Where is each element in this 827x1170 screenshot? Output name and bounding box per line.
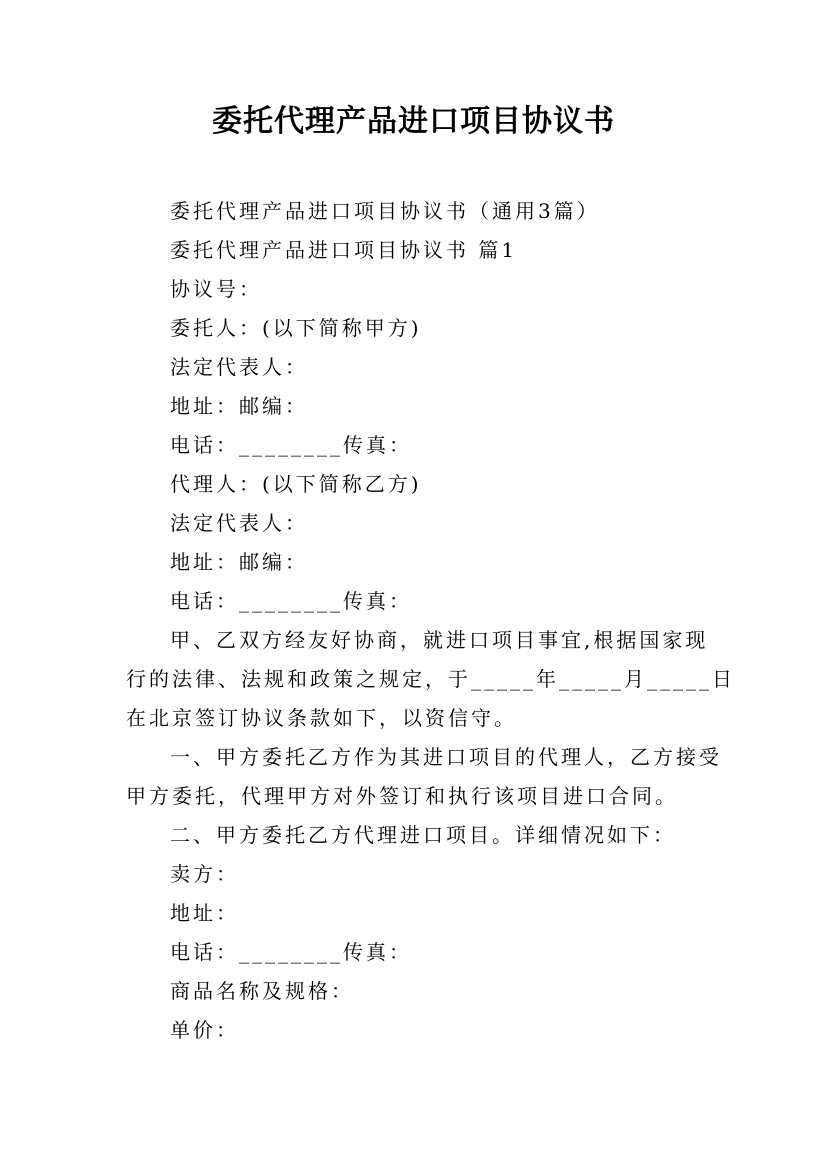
principal-field: 委托人：(以下简称甲方)	[170, 316, 422, 340]
section-heading: 委托代理产品进口项目协议书 篇1	[170, 238, 518, 262]
principal-phone-fax-field: 电话：________传真：	[170, 433, 412, 457]
agreement-number-field: 协议号：	[170, 277, 262, 301]
agent-field: 代理人：(以下简称乙方)	[170, 472, 422, 496]
paragraph-intro-line: 在北京签订协议条款如下，以资信守。	[126, 706, 517, 730]
principal-legal-rep-field: 法定代表人：	[170, 355, 308, 379]
clause-1-line: 甲方委托，代理甲方对外签订和执行该项目进口合同。	[126, 784, 678, 808]
agent-address-field: 地址：邮编：	[170, 550, 308, 574]
seller-address-field: 地址：	[170, 901, 239, 925]
paragraph-intro-line: 甲、乙双方经友好协商，就进口项目事宜,根据国家现	[170, 628, 709, 652]
paragraph-clause-1	[126, 738, 722, 816]
paragraph-intro-line: 行的法律、法规和政策之规定，于_____年_____月_____日	[126, 667, 735, 691]
document-title: 委托代理产品进口项目协议书	[212, 104, 615, 139]
clause-2-line: 二、甲方委托乙方代理进口项目。详细情况如下：	[170, 823, 676, 847]
paragraph-intro	[126, 621, 735, 738]
principal-address-field: 地址：邮编：	[170, 394, 308, 418]
subtitle-line: 委托代理产品进口项目协议书（通用3篇）	[170, 199, 600, 223]
clause-1-line: 一、甲方委托乙方作为其进口项目的代理人，乙方接受	[170, 745, 722, 769]
agent-legal-rep-field: 法定代表人：	[170, 511, 308, 535]
seller-phone-fax-field: 电话：________传真：	[170, 940, 412, 964]
product-name-spec-field: 商品名称及规格：	[170, 979, 354, 1003]
agent-phone-fax-field: 电话：________传真：	[170, 589, 412, 613]
seller-field: 卖方：	[170, 862, 239, 886]
unit-price-field: 单价：	[170, 1018, 239, 1042]
